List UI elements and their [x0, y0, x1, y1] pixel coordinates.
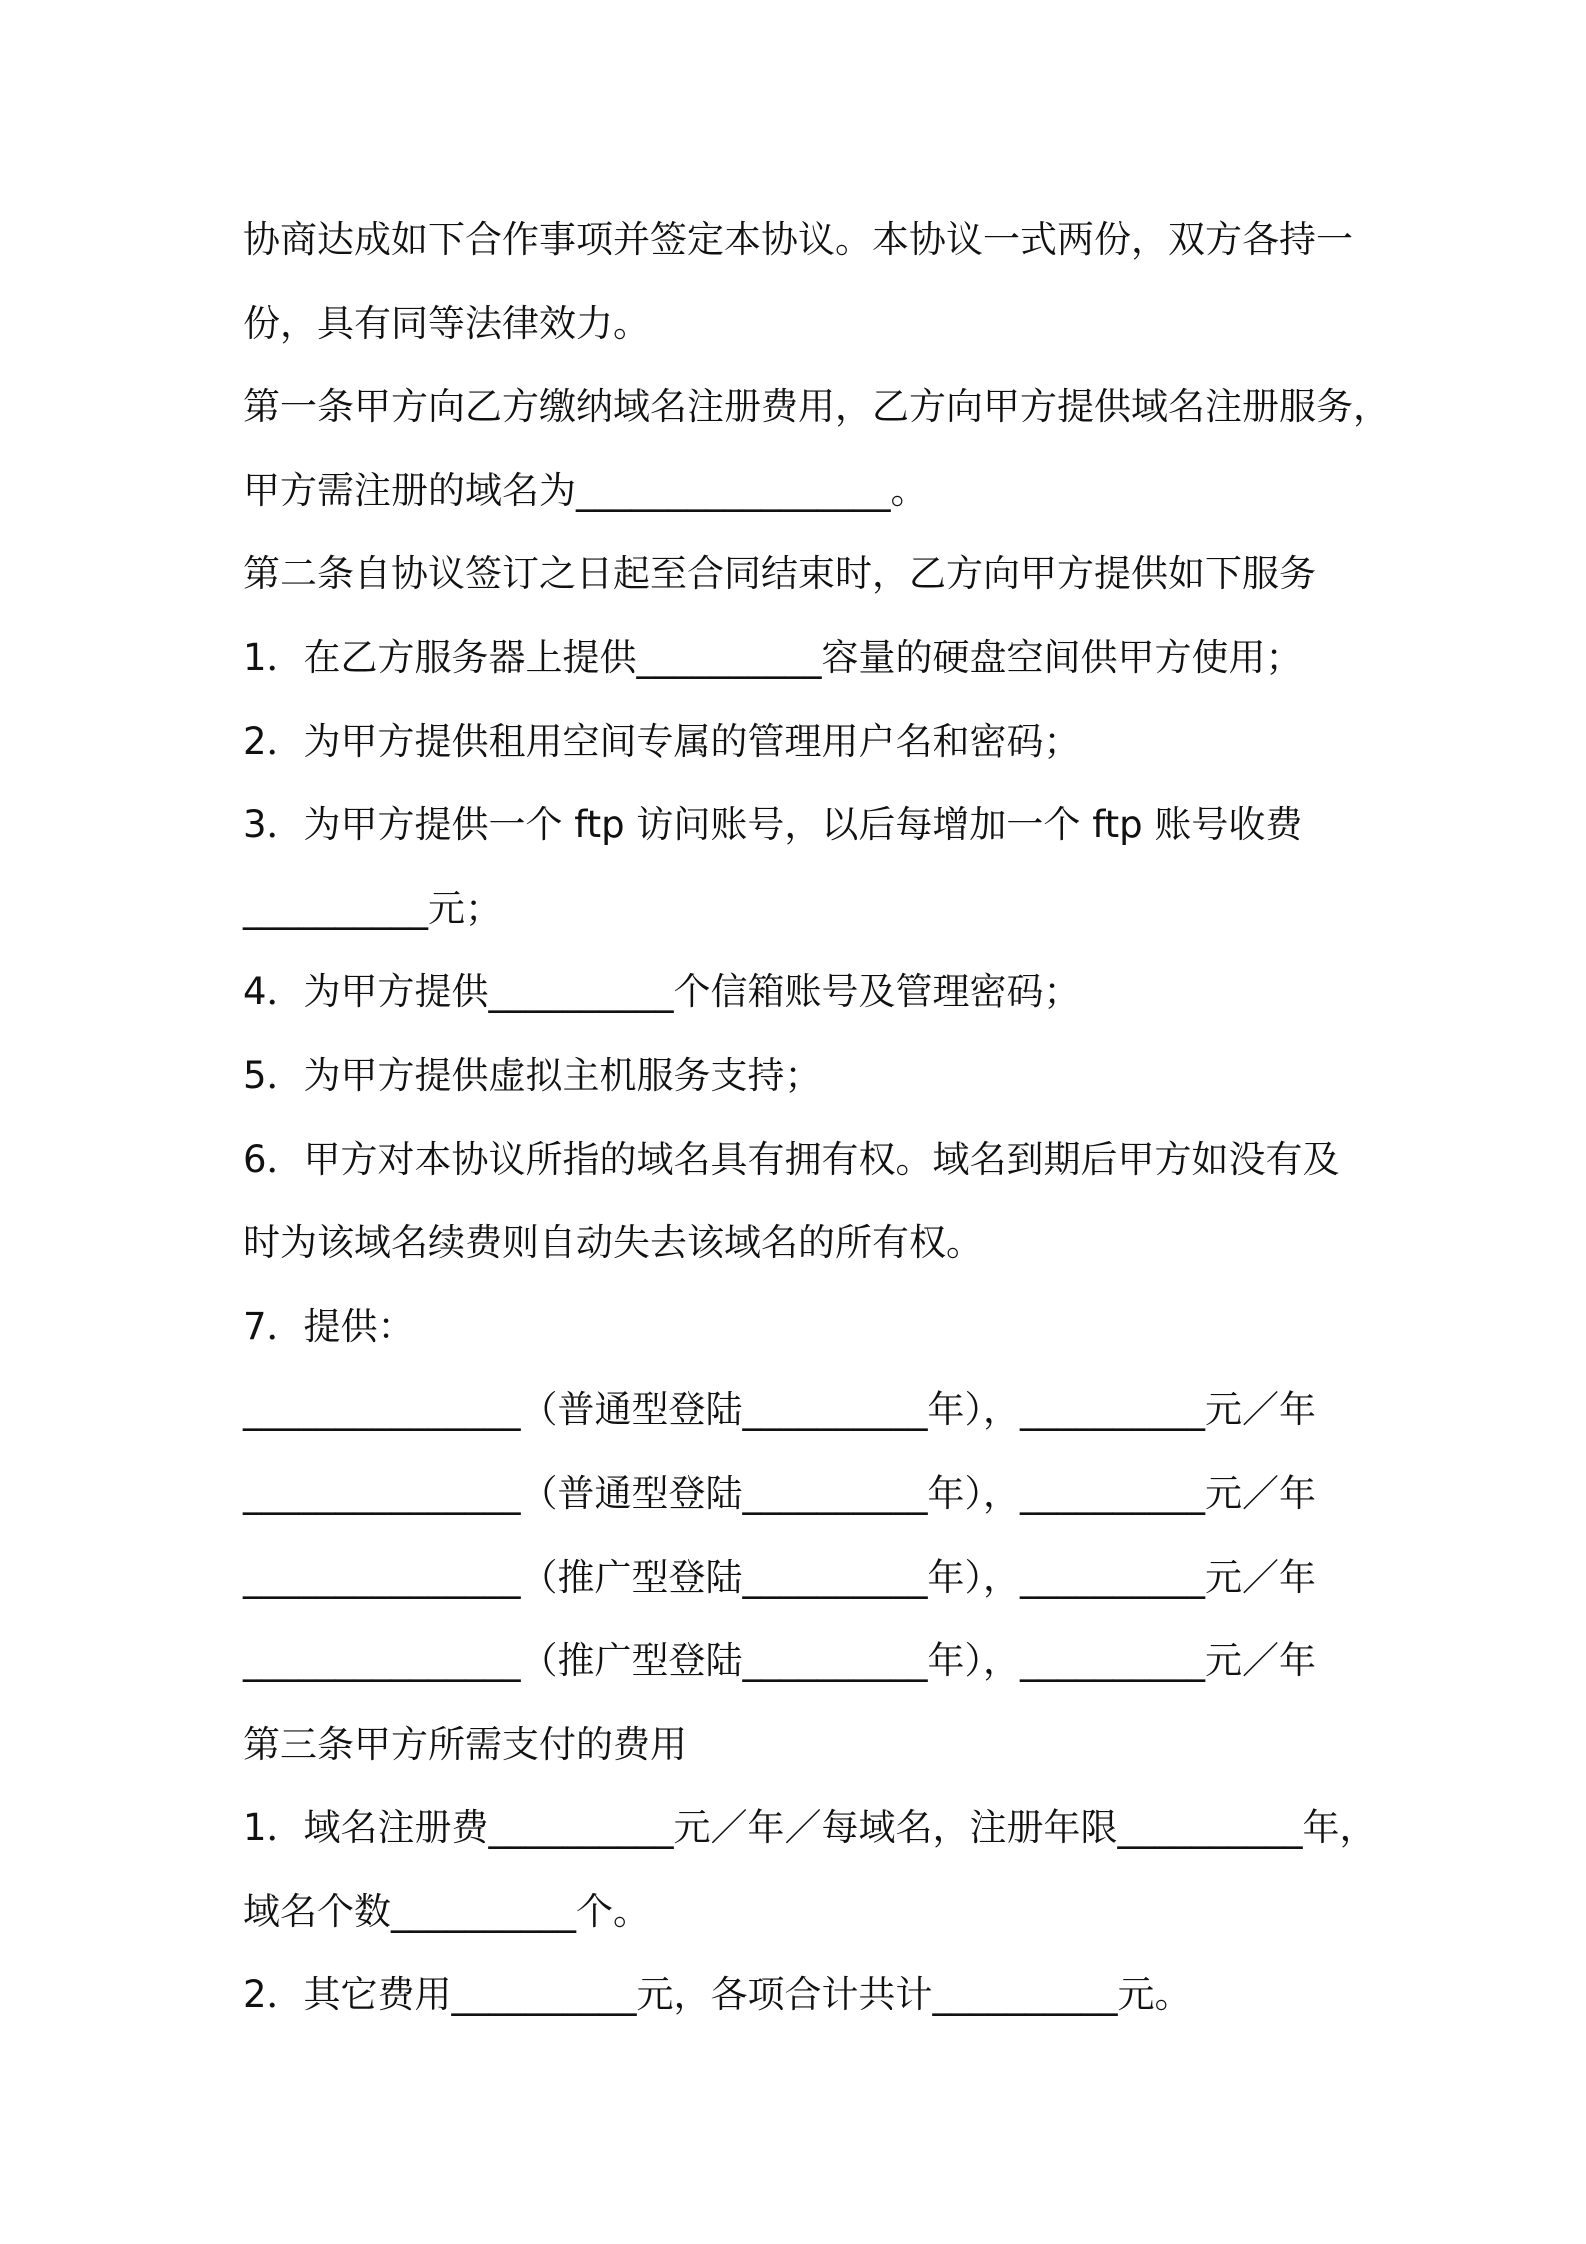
list-item-4: 4．为甲方提供__________个信箱账号及管理密码； [243, 970, 1081, 1014]
list-item-2: 2．为甲方提供租用空间专属的管理用户名和密码； [243, 719, 1081, 763]
article-3-line: 第三条甲方所需支付的费用 [243, 1722, 687, 1766]
article-2-line: 第二条自协议签订之日起至合同结束时，乙方向甲方提供如下服务 [243, 552, 1316, 596]
fee-item-1-cont: 域名个数__________个。 [243, 1889, 650, 1933]
list-item-1: 1．在乙方服务器上提供__________容量的硬盘空间供甲方使用； [243, 635, 1303, 679]
list-item-6: 6．甲方对本协议所指的域名具有拥有权。域名到期后甲方如没有及 [243, 1137, 1340, 1181]
list-item-7: 7．提供： [243, 1304, 415, 1348]
article-1-line: 第一条甲方向乙方缴纳域名注册费用，乙方向甲方提供域名注册服务， [243, 385, 1390, 429]
offer-row: _______________（推广型登陆__________年），__________元／年 [243, 1639, 1316, 1683]
list-item-6-cont: 时为该域名续费则自动失去该域名的所有权。 [243, 1221, 983, 1265]
offer-row: _______________（普通型登陆__________年），__________元／年 [243, 1471, 1316, 1515]
text-line: 协商达成如下合作事项并签定本协议。本协议一式两份，双方各持一 [243, 218, 1353, 261]
document-body [243, 198, 1393, 2037]
text-line: 份，具有同等法律效力。 [243, 301, 650, 345]
list-item-3-cont: __________元； [243, 886, 502, 930]
list-item-5: 5．为甲方提供虚拟主机服务支持； [243, 1053, 822, 1097]
list-item-3: 3．为甲方提供一个 ftp 访问账号，以后每增加一个 ftp 账号收费 [243, 803, 1303, 847]
offer-row: _______________（推广型登陆__________年），__________元／年 [243, 1555, 1316, 1599]
fee-item-1: 1．域名注册费__________元／年／每域名，注册年限__________年， [243, 1806, 1377, 1850]
fee-item-2: 2．其它费用__________元，各项合计共计__________元。 [243, 1973, 1192, 2017]
offer-row: _______________（普通型登陆__________年），__________元／年 [243, 1388, 1316, 1432]
domain-blank-line: 甲方需注册的域名为_________________。 [243, 468, 928, 512]
